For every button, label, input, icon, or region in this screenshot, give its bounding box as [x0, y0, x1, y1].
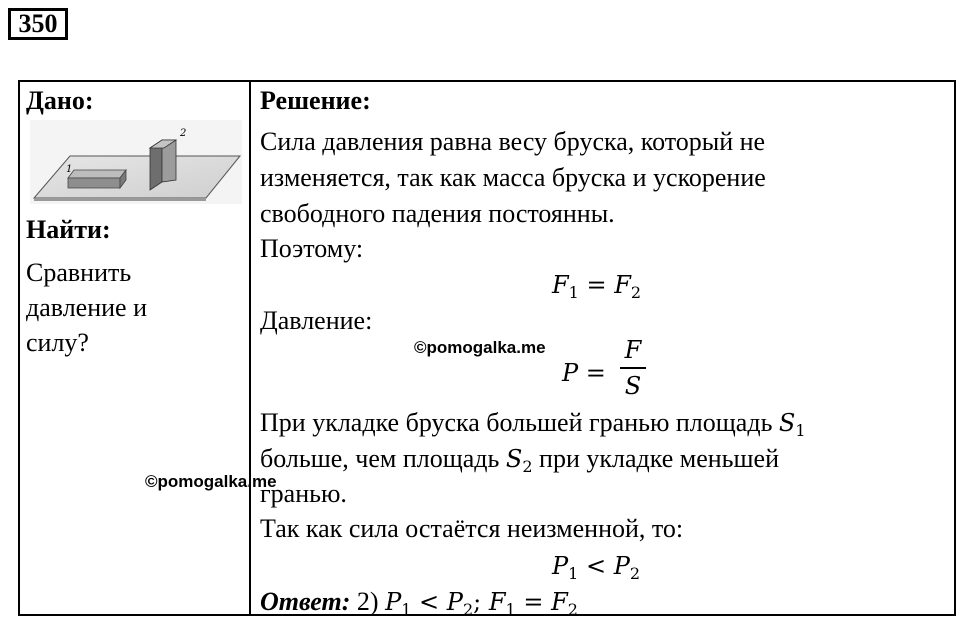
solution-line-4: При укладке бруска большей гранью площадь $S_1$ [260, 408, 806, 440]
answer-label: Ответ: [260, 587, 351, 616]
blocks-figure [30, 120, 242, 204]
solution-line-6: гранью. [260, 479, 347, 508]
pressure-fraction [620, 335, 646, 401]
solution-line-5: больше, чем площадь $S_2$ при укладке меньшей [260, 444, 779, 476]
find-line-3: силу? [26, 328, 89, 357]
watermark-1: ©pomogalka.me [414, 338, 546, 357]
problem-number: 350 [8, 8, 68, 40]
solution-heading: Решение: [260, 86, 371, 115]
fraction-bar [620, 367, 646, 369]
answer-line: Ответ: 2) $P_1 < P_2$; $F_1 = F_2$ [260, 587, 578, 619]
figure-label-2: 2 [180, 128, 187, 139]
find-line-1: Сравнить [26, 258, 132, 287]
solution-line-1: Сила давления равна весу бруска, который не [260, 127, 766, 156]
fraction-denominator: S [624, 372, 642, 400]
column-divider [249, 80, 251, 616]
given-heading: Дано: [26, 86, 94, 115]
block-1-top [68, 170, 126, 178]
equation-force: $F_1 = F_2$ [552, 271, 642, 302]
solution-line-2: изменяется, так как масса бруска и ускорение [260, 163, 766, 192]
table-surface [34, 156, 240, 198]
therefore-label: Поэтому: [260, 234, 364, 263]
block-1-front [68, 178, 120, 188]
equation-pressure-left: P = [562, 359, 606, 387]
watermark-2: ©pomogalka.me [145, 472, 277, 491]
figure-label-1: 1 [66, 164, 73, 175]
solution-line-3: свободного падения постоянны. [260, 199, 615, 228]
solution-line-7: Так как сила остаётся неизменной, то: [260, 514, 684, 543]
find-line-2: давление и [26, 293, 147, 322]
fraction-numerator: F [624, 336, 642, 364]
pressure-label: Давление: [260, 306, 373, 335]
find-heading: Найти: [26, 215, 111, 244]
equation-pressure-compare: $P_1 < P_2$ [552, 552, 641, 583]
